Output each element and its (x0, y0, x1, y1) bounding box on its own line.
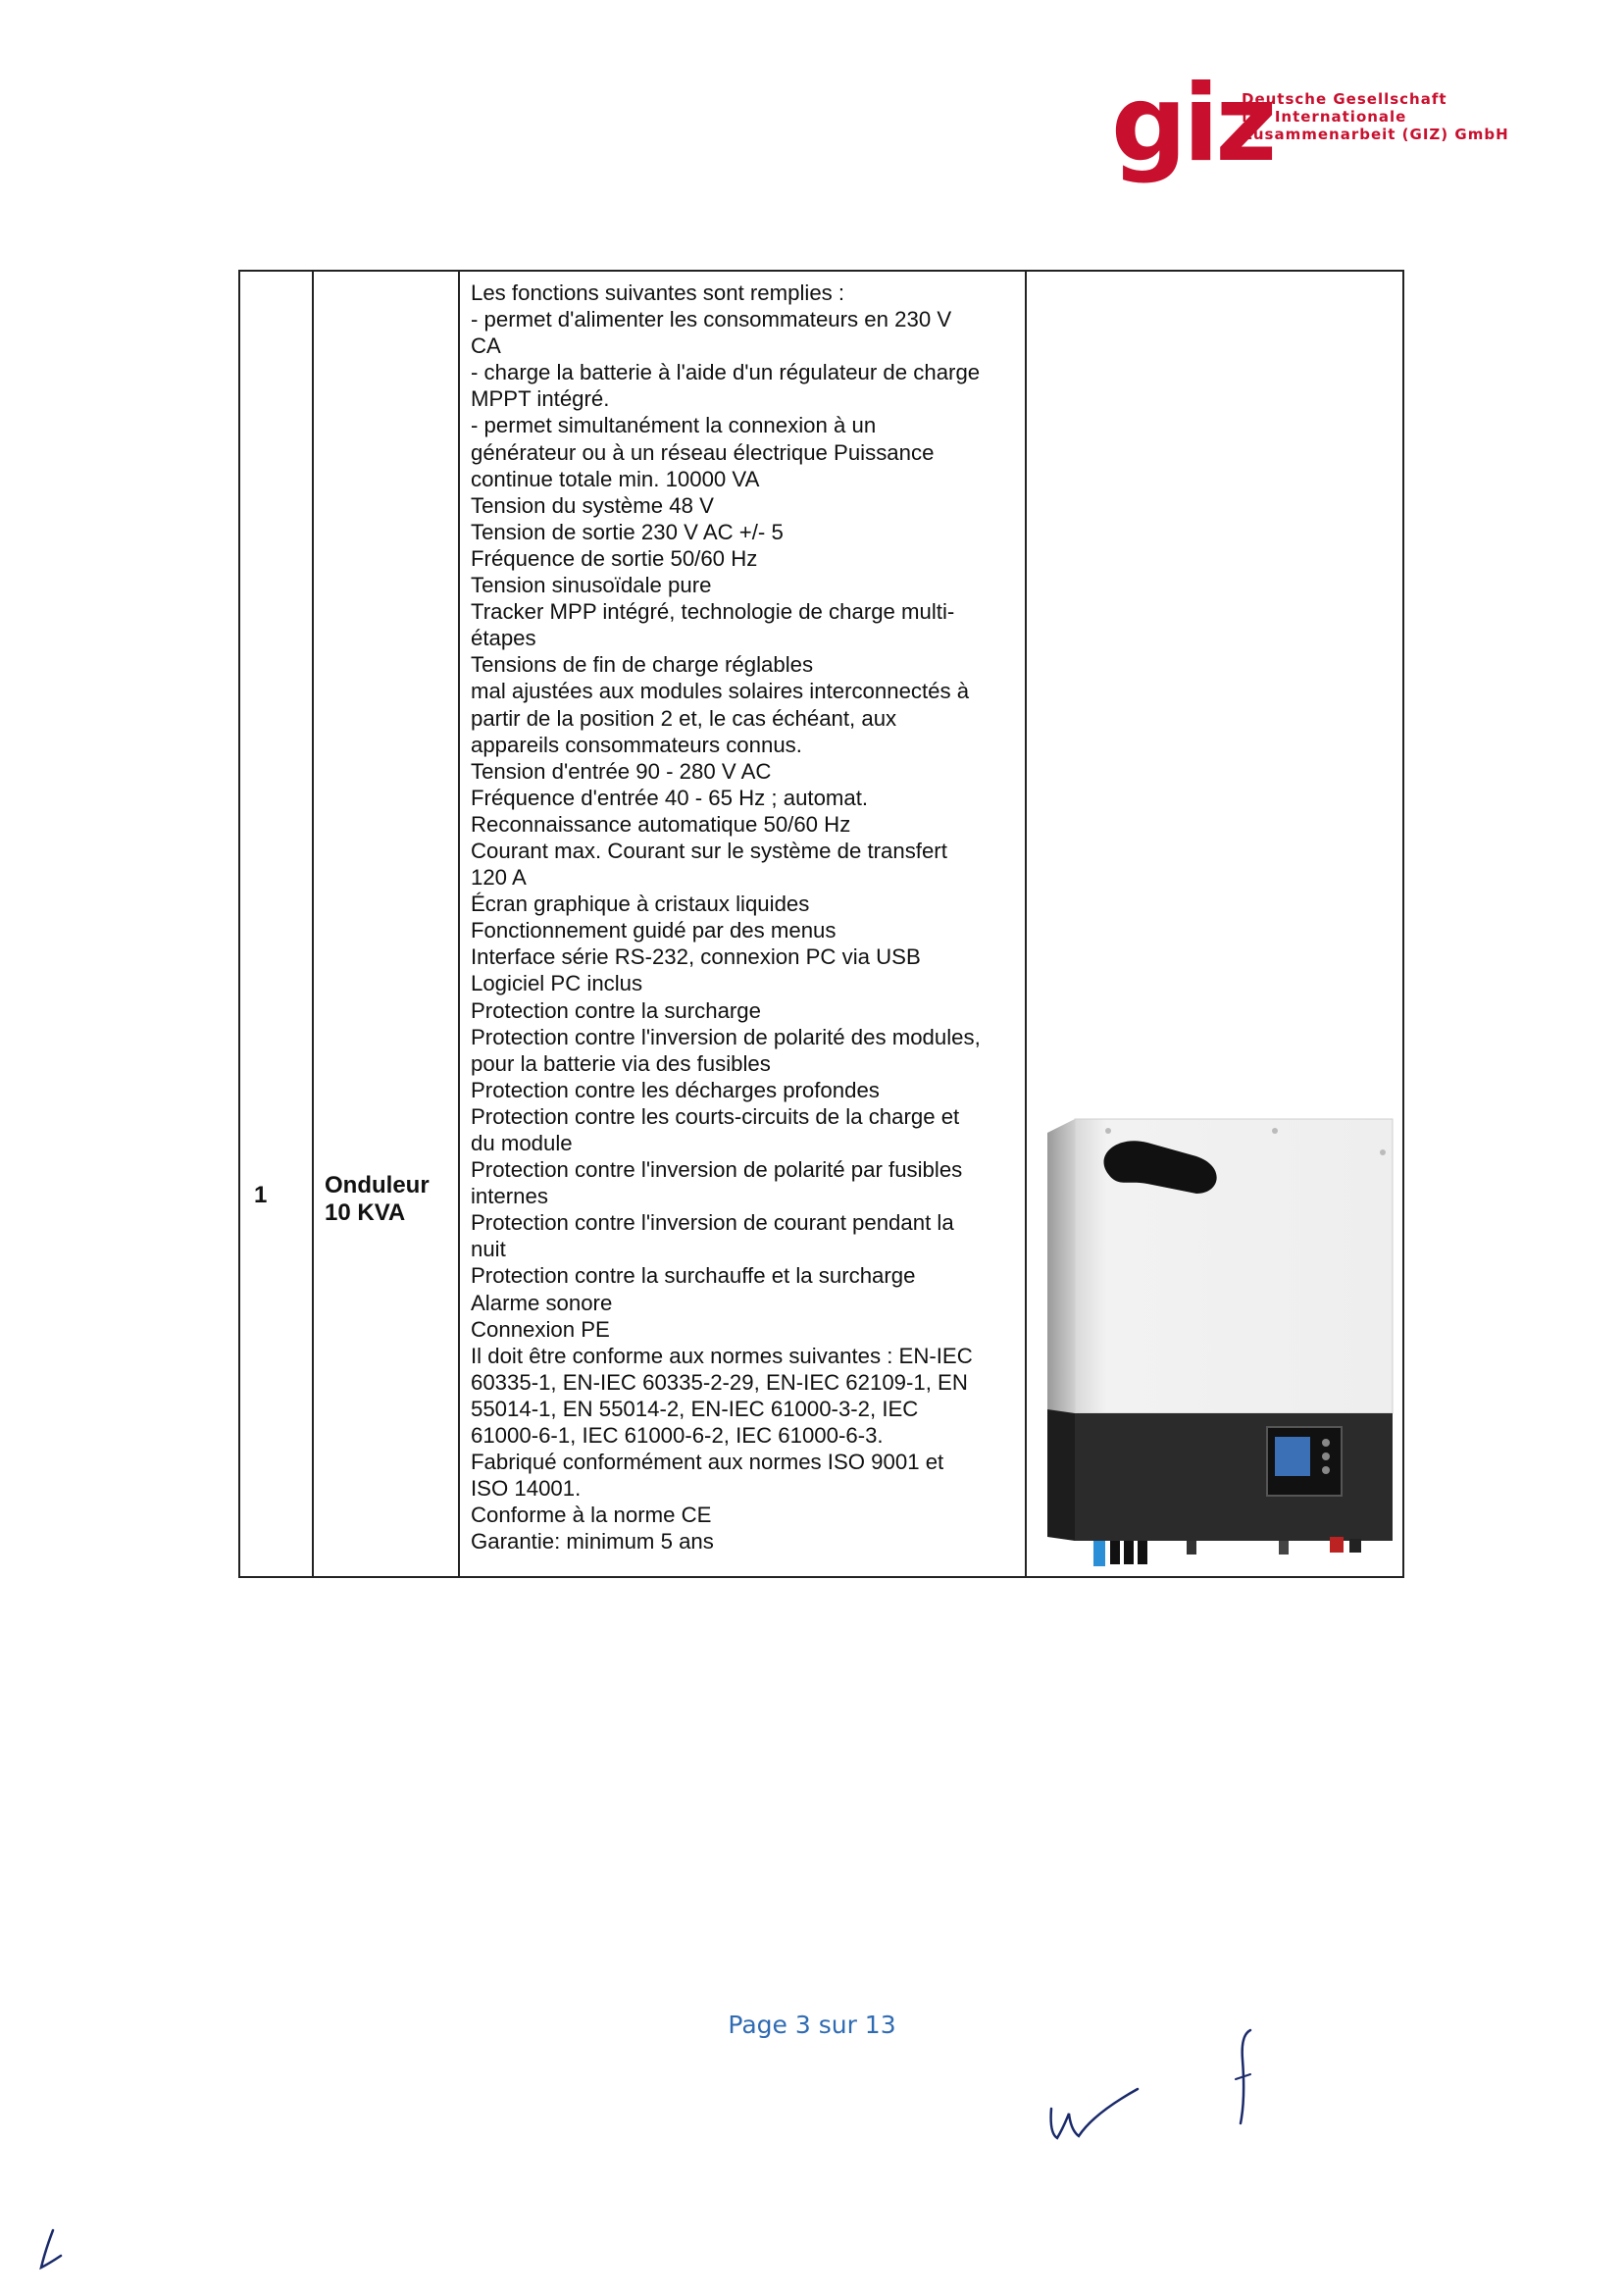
description-line: Écran graphique à cristaux liquides (471, 892, 810, 917)
description-line: internes (471, 1184, 548, 1209)
description-line: du module (471, 1131, 573, 1155)
column-divider (1025, 272, 1027, 1576)
description-line: Tension d'entrée 90 - 280 V AC (471, 758, 772, 784)
description-line: Protection contre l'inversion de polarité par fusibles (471, 1157, 963, 1183)
handwritten-signature (1040, 2020, 1314, 2167)
column-divider (312, 272, 314, 1576)
description-line: Il doit être conforme aux normes suivantes : EN-IEC (471, 1343, 973, 1368)
column-divider (458, 272, 460, 1576)
spec-table (238, 270, 1404, 1578)
logo-line: Deutsche Gesellschaft (1242, 90, 1447, 108)
description-line: 55014-1, EN 55014-2, EN-IEC 61000-3-2, IEC (471, 1396, 919, 1421)
description-line: - permet d'alimenter les consommateurs en 230 V (471, 307, 952, 332)
description-line: - charge la batterie à l'aide d'un régulateur de charge (471, 360, 981, 385)
item-name-line: Onduleur (325, 1172, 430, 1198)
description-line: Protection contre l'inversion de courant pendant la (471, 1210, 954, 1236)
giz-logo-mark: giz (1111, 63, 1274, 185)
description-line: 60335-1, EN-IEC 60335-2-29, EN-IEC 62109-1, EN (471, 1369, 968, 1395)
logo-line: für Internationale (1242, 108, 1407, 126)
logo-line: Zusammenarbeit (GIZ) GmbH (1242, 126, 1509, 143)
description-line: CA (471, 333, 501, 359)
item-name (325, 1172, 430, 1227)
description-line: Protection contre la surcharge (471, 997, 761, 1023)
inverter-product-image (1040, 1115, 1400, 1574)
item-name-line: 10 KVA (325, 1199, 406, 1226)
description-line: Courant max. Courant sur le système de transfert (471, 838, 947, 863)
description-line: Fonctionnement guidé par des menus (471, 918, 837, 943)
description-line: Protection contre l'inversion de polarité des modules, (471, 1024, 981, 1049)
giz-logo-text (1242, 90, 1509, 143)
row-number: 1 (254, 1182, 268, 1208)
description-line: partir de la position 2 et, le cas échéant, aux (471, 705, 897, 731)
description-line: Garantie: minimum 5 ans (471, 1529, 714, 1555)
description-line: pour la batterie via des fusibles (471, 1050, 771, 1076)
description-line: appareils consommateurs connus. (471, 732, 802, 757)
description-line: Interface série RS-232, connexion PC via USB (471, 944, 921, 970)
description-line: Protection contre les décharges profondes (471, 1077, 880, 1102)
description-line: Tracker MPP intégré, technologie de charge multi- (471, 599, 955, 625)
description-line: 61000-6-1, IEC 61000-6-2, IEC 61000-6-3. (471, 1423, 884, 1449)
description-line: 120 A (471, 865, 527, 891)
description-line: Connexion PE (471, 1316, 610, 1342)
description-line: Alarme sonore (471, 1290, 613, 1315)
description-line: Logiciel PC inclus (471, 971, 643, 996)
description-line: Fabriqué conformément aux normes ISO 9001 et (471, 1450, 944, 1475)
description-line: Fréquence de sortie 50/60 Hz (471, 545, 758, 571)
description-line: générateur ou à un réseau électrique Puissance (471, 439, 935, 465)
description-line: Conforme à la norme CE (471, 1503, 712, 1528)
description-line: Protection contre la surchauffe et la surcharge (471, 1263, 916, 1289)
description-line: mal ajustées aux modules solaires interconnectés à (471, 679, 970, 704)
description-line: Fréquence d'entrée 40 - 65 Hz ; automat. (471, 785, 869, 810)
description-line: Les fonctions suivantes sont remplies : (471, 280, 845, 305)
description-line: Tension du système 48 V (471, 492, 714, 518)
item-description (471, 280, 1025, 1555)
initial-mark (31, 2226, 71, 2275)
description-line: Tensions de fin de charge réglables (471, 652, 814, 678)
description-line: continue totale min. 10000 VA (471, 466, 760, 491)
description-line: étapes (471, 626, 536, 651)
description-line: MPPT intégré. (471, 386, 610, 412)
description-line: Tension sinusoïdale pure (471, 573, 712, 598)
description-line: Protection contre les courts-circuits de la charge et (471, 1103, 960, 1129)
description-line: Reconnaissance automatique 50/60 Hz (471, 811, 851, 837)
description-line: ISO 14001. (471, 1476, 582, 1502)
page-number: Page 3 sur 13 (728, 2011, 896, 2039)
description-line: - permet simultanément la connexion à un (471, 413, 877, 438)
description-line: nuit (471, 1237, 506, 1262)
description-line: Tension de sortie 230 V AC +/- 5 (471, 519, 784, 544)
giz-logo (1111, 63, 1509, 185)
